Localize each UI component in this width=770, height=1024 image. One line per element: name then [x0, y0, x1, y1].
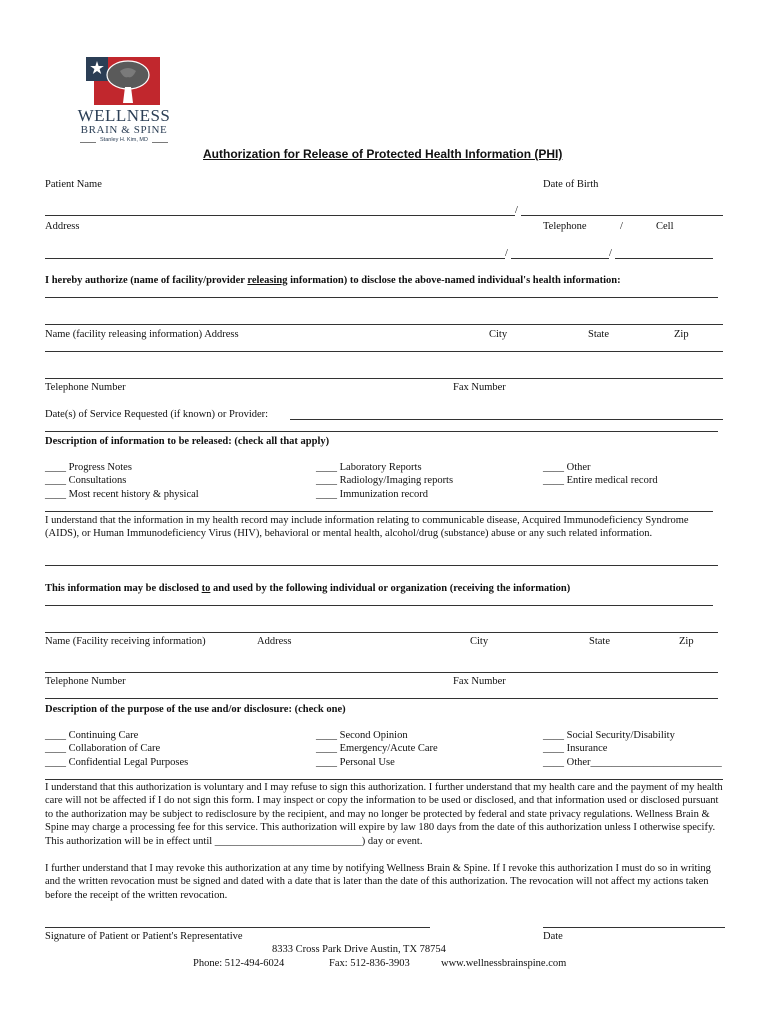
footer-phone: Phone: 512-494-6024	[193, 958, 285, 969]
dates-of-service-line[interactable]	[290, 419, 723, 420]
brand-doctor: Stanley H. Kim, MD	[100, 137, 148, 143]
receiving-address-label: Address	[257, 636, 292, 647]
page-title: Authorization for Release of Protected Health Information (PHI)	[203, 147, 563, 161]
check-progress-notes[interactable]: ____ Progress Notes	[45, 462, 132, 473]
disclosed-text-after: and used by the following individual or organization (receiving the information)	[213, 583, 571, 594]
receiving-zip-label: Zip	[679, 636, 694, 647]
releasing-facility-line[interactable]	[45, 297, 718, 298]
receiving-fax-label: Fax Number	[453, 676, 506, 687]
check-social-security[interactable]: ____ Social Security/Disability	[543, 730, 675, 741]
understand-paragraph: I understand that the information in my health record may include information relating to communicable disease, Acquired Immunodeficiency Syndrome (AIDS), or Human Immunodeficiency Virus (HIV), behavioral or mental health, alcohol/drug (substance) abuse or any such related information.	[45, 515, 689, 540]
check-emergency[interactable]: ____ Emergency/Acute Care	[316, 743, 438, 754]
receiving-address-line[interactable]	[45, 672, 718, 673]
telephone-label: Telephone	[543, 221, 587, 232]
dob-label: Date of Birth	[543, 179, 599, 190]
cell-label: Cell	[656, 221, 674, 232]
releasing-facility-line-2[interactable]	[45, 324, 723, 325]
telephone-line[interactable]	[511, 258, 609, 259]
dates-of-service-label: Date(s) of Service Requested (if known) or Provider:	[45, 409, 269, 420]
address-label: Address	[45, 221, 80, 232]
releasing-city-label: City	[489, 329, 508, 340]
check-lab-reports[interactable]: ____ Laboratory Reports	[316, 462, 422, 473]
releasing-address-line-2[interactable]	[45, 378, 723, 379]
check-insurance[interactable]: ____ Insurance	[543, 743, 608, 754]
brand-line1: WELLNESS	[77, 106, 171, 125]
revoke-paragraph: I further understand that I may revoke this authorization at any time by notifying Wellness Brain & Spine. If I revoke this authorization I must do so in writing and the written revocation must be signed and dated with a date that is later than the date of this authorization. The revocation will not affect my actions taken before the receipt of the written revocation.	[45, 863, 711, 901]
description-heading: Description of information to be released: (check all that apply)	[45, 436, 330, 447]
authorize-text: I hereby authorize (name of facility/provider	[45, 275, 245, 286]
brand-line2: BRAIN & SPINE	[80, 124, 168, 136]
receiving-phone-line[interactable]	[45, 698, 718, 699]
logo-emblem	[86, 57, 160, 107]
disclosed-text-before: This information may be disclosed	[45, 583, 200, 594]
receiving-facility-line-2[interactable]	[45, 632, 718, 633]
signature-label: Signature of Patient or Patient's Representative	[45, 931, 243, 942]
releasing-telephone-label: Telephone Number	[45, 382, 126, 393]
check-immunization[interactable]: ____ Immunization record	[316, 489, 428, 500]
patient-name-line[interactable]	[45, 215, 515, 216]
purpose-divider	[45, 779, 723, 780]
voluntary-paragraph: I understand that this authorization is voluntary and I may refuse to sign this authorization. I further understand that my health care and the payment of my health care will not be affected if I do not sign this form. I may inspect or copy the information to be used or disclosed, and that information used or disclosed pursuant to the authorization may be subject to redisclosure by the recipient, and may no longer be protected by federal and state privacy regulations. Wellness Brain & Spine may charge a processing fee for this service. This authorization will expire by law 180 days from the date of this authorization unless I otherwise specify. This authorization will be in effect until ____________________________) day or event.	[45, 782, 723, 847]
receiving-state-label: State	[589, 636, 610, 647]
check-consultations[interactable]: ____ Consultations	[45, 475, 127, 486]
date-label: Date	[543, 931, 563, 942]
releasing-zip-label: Zip	[674, 329, 689, 340]
receiving-city-label: City	[470, 636, 489, 647]
disclosed-statement	[45, 582, 570, 595]
cell-line[interactable]	[615, 258, 713, 259]
receiving-telephone-label: Telephone Number	[45, 676, 126, 687]
receiving-name-label: Name (Facility receiving information)	[45, 636, 206, 647]
releasing-name-address-label: Name (facility releasing information) Address	[45, 329, 239, 340]
receiving-facility-line[interactable]	[45, 605, 713, 606]
phone-slash-a: /	[505, 248, 508, 259]
brand-rule-left	[80, 142, 96, 143]
check-legal[interactable]: ____ Confidential Legal Purposes	[45, 757, 189, 768]
signature-line[interactable]	[45, 927, 430, 928]
check-history-physical[interactable]: ____ Most recent history & physical	[45, 489, 199, 500]
check-personal-use[interactable]: ____ Personal Use	[316, 757, 395, 768]
check-entire-record[interactable]: ____ Entire medical record	[543, 475, 658, 486]
understand-divider	[45, 565, 718, 566]
date-line[interactable]	[543, 927, 725, 928]
check-continuing-care[interactable]: ____ Continuing Care	[45, 730, 139, 741]
releasing-address-line[interactable]	[45, 351, 723, 352]
dates-of-service-line-2[interactable]	[45, 431, 718, 432]
authorize-releasing: releasing	[247, 275, 288, 286]
check-other-info[interactable]: ____ Other	[543, 462, 591, 473]
footer-address: 8333 Cross Park Drive Austin, TX 78754	[272, 944, 446, 955]
check-collaboration[interactable]: ____ Collaboration of Care	[45, 743, 161, 754]
check-second-opinion[interactable]: ____ Second Opinion	[316, 730, 408, 741]
address-line[interactable]	[45, 258, 505, 259]
releasing-state-label: State	[588, 329, 609, 340]
authorize-statement	[45, 274, 621, 287]
description-divider	[45, 511, 713, 512]
footer-website[interactable]: www.wellnessbrainspine.com	[441, 958, 567, 969]
disclosed-to: to	[201, 583, 211, 594]
releasing-fax-label: Fax Number	[453, 382, 506, 393]
footer-fax: Fax: 512-836-3903	[329, 958, 410, 969]
check-other-purpose[interactable]: ____ Other_________________________	[543, 757, 722, 768]
telephone-slash: /	[620, 221, 623, 232]
dob-line[interactable]	[521, 215, 723, 216]
patient-name-label: Patient Name	[45, 179, 102, 190]
check-radiology[interactable]: ____ Radiology/Imaging reports	[316, 475, 454, 486]
brand-rule-right	[152, 142, 168, 143]
phone-slash-b: /	[609, 248, 612, 259]
authorize-rest: information) to disclose the above-named individual's health information:	[290, 275, 621, 286]
purpose-heading: Description of the purpose of the use and/or disclosure: (check one)	[45, 704, 346, 715]
dob-slash: /	[515, 205, 518, 216]
